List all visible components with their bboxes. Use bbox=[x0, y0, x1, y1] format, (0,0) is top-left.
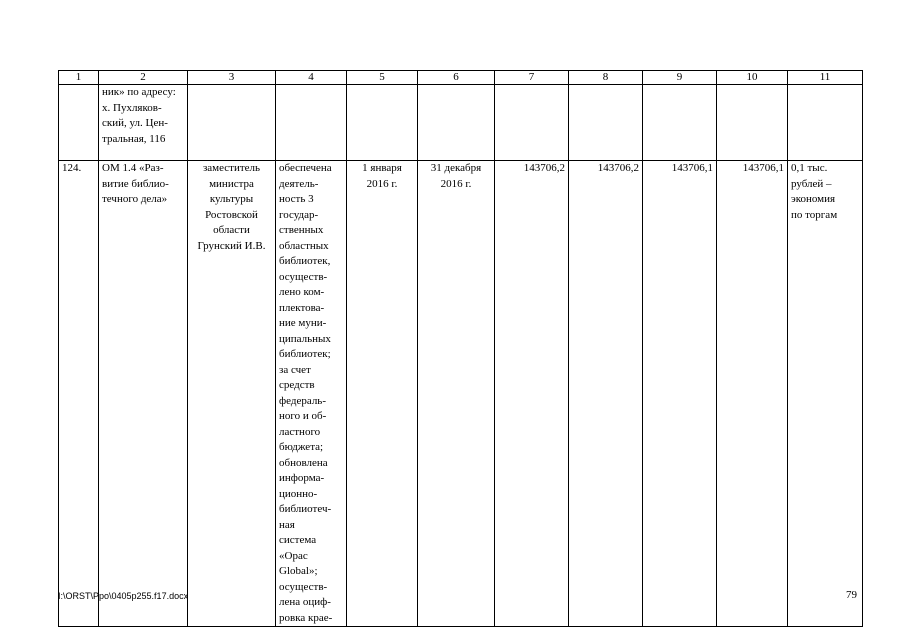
empty-cell bbox=[418, 85, 495, 161]
empty-cell bbox=[59, 85, 99, 161]
end-date-cell: 31 декабря 2016 г. bbox=[418, 161, 495, 627]
table-row-continuation bbox=[59, 85, 863, 161]
document-table bbox=[58, 70, 863, 627]
empty-cell bbox=[788, 85, 863, 161]
header-cell: 6 bbox=[418, 71, 495, 85]
executor-cell: заместитель министра культуры Ростовской области Грунский И.В. bbox=[188, 161, 276, 627]
empty-cell bbox=[188, 85, 276, 161]
empty-cell bbox=[347, 85, 418, 161]
start-date-cell: 1 января 2016 г. bbox=[347, 161, 418, 627]
header-cell: 8 bbox=[569, 71, 643, 85]
table-header-row bbox=[59, 71, 863, 85]
empty-cell bbox=[495, 85, 569, 161]
result-cell: обеспечена деятель- ность 3 государ- ственных областных библиотек, осуществ- лено ком- плектова- ние муни- ципальных библиотек; за счет средств федераль- ного и об- ластного бюджета; обновлена информа- ционно- библиотеч- ная система «Opac Global»; осуществ- лена оциф- ровка крае- bbox=[276, 161, 347, 627]
value-cell-7: 143706,2 bbox=[495, 161, 569, 627]
header-cell: 11 bbox=[788, 71, 863, 85]
header-cell: 9 bbox=[643, 71, 717, 85]
value-cell-8: 143706,2 bbox=[569, 161, 643, 627]
empty-cell bbox=[643, 85, 717, 161]
header-cell: 1 bbox=[59, 71, 99, 85]
address-cell: ник» по адресу: х. Пухляков- ский, ул. Цен- тральная, 116 bbox=[99, 85, 188, 161]
header-cell: 2 bbox=[99, 71, 188, 85]
value-cell-9: 143706,1 bbox=[643, 161, 717, 627]
event-name-cell: ОМ 1.4 «Раз- витие библио- течного дела» bbox=[99, 161, 188, 627]
footer-file-path: I:\ORST\Ppo\0405p255.f17.docx bbox=[58, 591, 189, 601]
header-cell: 10 bbox=[717, 71, 788, 85]
empty-cell bbox=[276, 85, 347, 161]
empty-cell bbox=[569, 85, 643, 161]
value-cell-10: 143706,1 bbox=[717, 161, 788, 627]
note-cell: 0,1 тыс. рублей – экономия по торгам bbox=[788, 161, 863, 627]
page-number: 79 bbox=[846, 589, 857, 601]
header-cell: 7 bbox=[495, 71, 569, 85]
row-number-cell: 124. bbox=[59, 161, 99, 627]
table-row-124 bbox=[59, 161, 863, 627]
empty-cell bbox=[717, 85, 788, 161]
header-cell: 3 bbox=[188, 71, 276, 85]
header-cell: 4 bbox=[276, 71, 347, 85]
header-cell: 5 bbox=[347, 71, 418, 85]
